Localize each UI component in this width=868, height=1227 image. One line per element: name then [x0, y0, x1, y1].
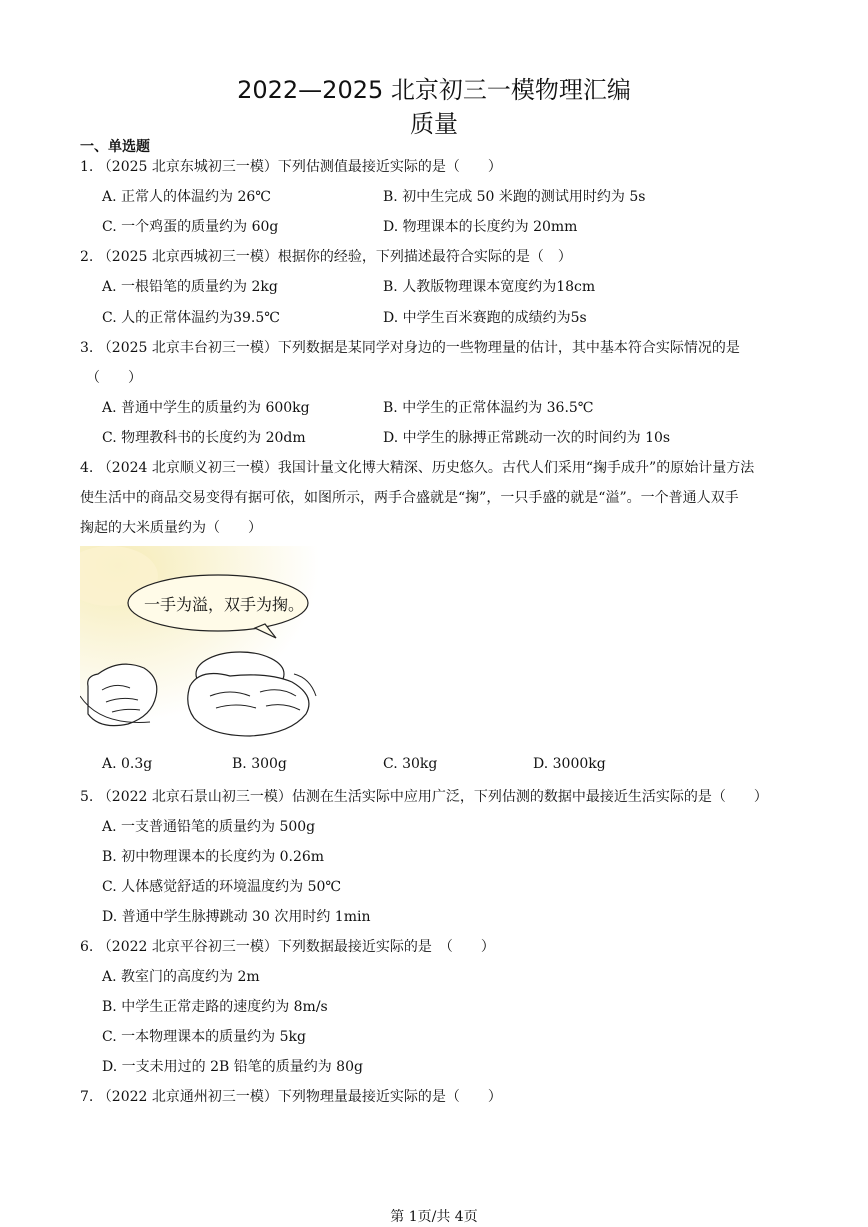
question-6-option-b: B. 中学生正常走路的速度约为 8m/s: [102, 999, 328, 1015]
question-1-option-d: D. 物理课本的长度约为 20mm: [383, 219, 578, 235]
question-2-option-b: B. 人教版物理课本宽度约为18cm: [383, 279, 596, 295]
question-3-stem: 3. （2025 北京丰台初三一模）下列数据是某同学对身边的一些物理量的估计，其中基本符合实际情况的是: [80, 340, 740, 356]
question-1-option-c: C. 一个鸡蛋的质量约为 60g: [102, 219, 279, 235]
question-3-option-a: A. 普通中学生的质量约为 600kg: [102, 400, 310, 416]
question-6-option-c: C. 一本物理课本的质量约为 5kg: [102, 1029, 306, 1045]
document-title: 2022—2025 北京初三一模物理汇编: [237, 76, 631, 104]
question-1-option-a: A. 正常人的体温约为 26℃: [102, 189, 271, 205]
question-3-stem-line2: （ ）: [86, 370, 142, 386]
question-4-stem: 4. （2024 北京顺义初三一模）我国计量文化博大精深、历史悠久。古代人们采用“掬手成升”的原始计量方法: [80, 460, 755, 476]
question-1-option-b: B. 初中生完成 50 米跑的测试用时约为 5s: [383, 189, 646, 205]
question-4-option-d: D. 3000kg: [533, 756, 606, 772]
question-2-stem: 2. （2025 北京西城初三一模）根据你的经验，下列描述最符合实际的是（ ）: [80, 249, 572, 265]
cupped-hands-illustration: [80, 546, 332, 742]
question-5-option-c: C. 人体感觉舒适的环境温度约为 50℃: [102, 879, 342, 895]
question-2-option-a: A. 一根铅笔的质量约为 2kg: [102, 279, 278, 295]
question-5-option-b: B. 初中物理课本的长度约为 0.26m: [102, 849, 325, 865]
question-3-option-d: D. 中学生的脉搏正常跳动一次的时间约为 10s: [383, 430, 671, 446]
question-4-stem-line2: 使生活中的商品交易变得有据可依，如图所示，两手合盛就是“掬”，一只手盛的就是“溢”。一个普通人双手: [80, 490, 739, 506]
question-2-option-c: C. 人的正常体温约为39.5℃: [102, 310, 280, 326]
question-6-option-d: D. 一支未用过的 2B 铅笔的质量约为 80g: [102, 1059, 363, 1075]
question-4-option-a: A. 0.3g: [102, 756, 153, 772]
question-4-option-c: C. 30kg: [383, 756, 438, 772]
question-5-option-d: D. 普通中学生脉搏跳动 30 次用时约 1min: [102, 909, 371, 925]
question-6-stem: 6. （2022 北京平谷初三一模）下列数据最接近实际的是 （ ）: [80, 939, 495, 955]
page-footer: 第 1页/共 4页: [390, 1209, 478, 1225]
question-5-stem: 5. （2022 北京石景山初三一模）估测在生活实际中应用广泛，下列估测的数据中最接近生活实际的是（ ）: [80, 789, 768, 805]
question-3-option-b: B. 中学生的正常体温约为 36.5℃: [383, 400, 594, 416]
question-6-option-a: A. 教室门的高度约为 2m: [102, 969, 260, 985]
section-heading: 一、单选题: [80, 139, 150, 155]
question-4-option-b: B. 300g: [232, 756, 287, 772]
question-4-stem-line3: 掬起的大米质量约为（ ）: [80, 520, 262, 536]
speech-bubble-text: 一手为溢，双手为掬。: [144, 595, 305, 614]
document-subtitle: 质量: [410, 110, 458, 138]
question-2-option-d: D. 中学生百米赛跑的成绩约为5s: [383, 310, 587, 326]
question-5-option-a: A. 一支普通铅笔的质量约为 500g: [102, 819, 316, 835]
question-7-stem: 7. （2022 北京通州初三一模）下列物理量最接近实际的是（ ）: [80, 1089, 502, 1105]
question-3-option-c: C. 物理教科书的长度约为 20dm: [102, 430, 306, 446]
question-1-stem: 1. （2025 北京东城初三一模）下列估测值最接近实际的是（ ）: [80, 159, 502, 175]
